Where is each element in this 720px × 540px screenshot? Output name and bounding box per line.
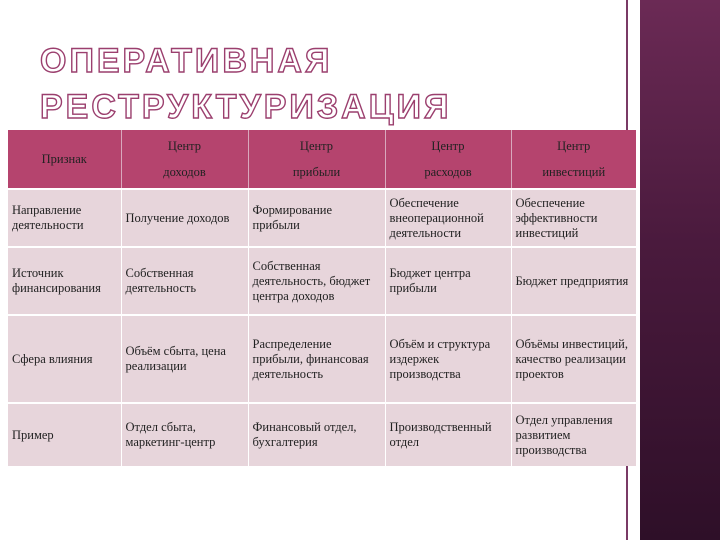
table-cell: Обеспечение внеоперационной деятельности: [385, 189, 511, 247]
table-cell: Обеспечение эффективности инвестиций: [511, 189, 636, 247]
slide-title: [40, 38, 451, 130]
title-line-1: ОПЕРАТИВНАЯ: [40, 42, 333, 80]
table-cell: Объёмы инвестиций, качество реализации проектов: [511, 315, 636, 403]
table-cell: Производственный отдел: [385, 403, 511, 466]
header-cell-attribute: Признак: [8, 130, 121, 189]
table-cell: Распределение прибыли, финансовая деятельность: [248, 315, 385, 403]
table-cell: Отдел управления развитием производства: [511, 403, 636, 466]
comparison-table: [8, 130, 637, 466]
table-cell: Собственная деятельность: [121, 247, 248, 315]
table-cell: Финансовый отдел, бухгалтерия: [248, 403, 385, 466]
header-cell-profit-center: Центр прибыли: [248, 130, 385, 189]
table-row: [8, 247, 636, 315]
table-cell: Источник финансирования: [8, 247, 121, 315]
table-row: [8, 315, 636, 403]
table-cell: Собственная деятельность, бюджет центра доходов: [248, 247, 385, 315]
title-line-2: РЕСТРУКТУРИЗАЦИЯ: [40, 88, 452, 126]
header-cell-cost-center: Центр расходов: [385, 130, 511, 189]
table-cell: Бюджет предприятия: [511, 247, 636, 315]
decorative-sidebar: [640, 0, 720, 540]
table-cell: Объём и структура издержек производства: [385, 315, 511, 403]
table-cell: Формирование прибыли: [248, 189, 385, 247]
table-cell: Сфера влияния: [8, 315, 121, 403]
table-row: [8, 403, 636, 466]
table-cell: Бюджет центра прибыли: [385, 247, 511, 315]
table-cell: Получение доходов: [121, 189, 248, 247]
table-cell: Объём сбыта, цена реализации: [121, 315, 248, 403]
table-cell: Пример: [8, 403, 121, 466]
header-cell-investment-center: Центр инвестиций: [511, 130, 636, 189]
table-row: [8, 189, 636, 247]
table-cell: Направление деятельности: [8, 189, 121, 247]
header-cell-revenue-center: Центр доходов: [121, 130, 248, 189]
header-row: [8, 130, 636, 189]
table-cell: Отдел сбыта, маркетинг-центр: [121, 403, 248, 466]
